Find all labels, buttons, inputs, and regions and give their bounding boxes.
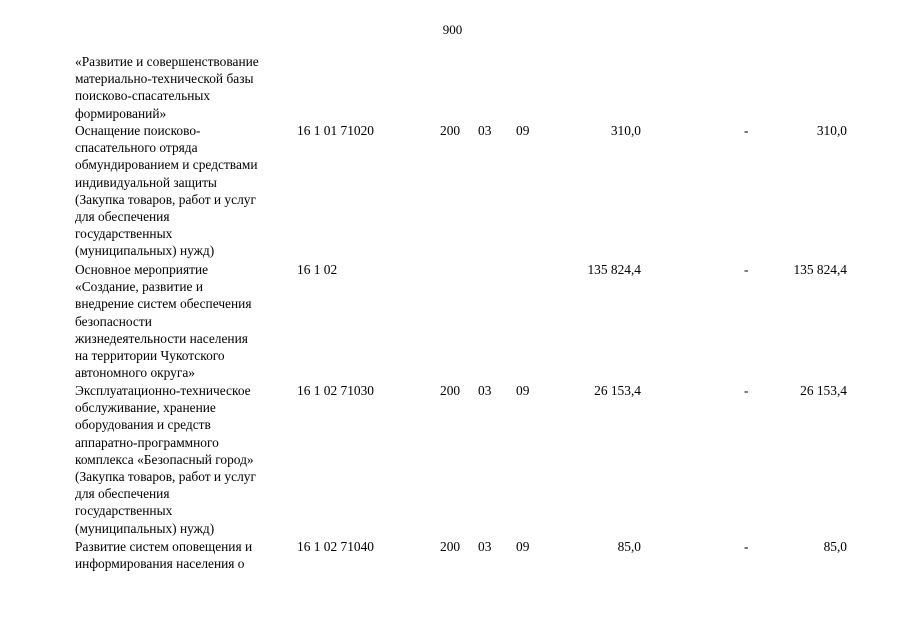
sum-change: - (744, 539, 749, 554)
page-number: 900 (442, 22, 463, 37)
pr-code: 09 (516, 123, 530, 138)
sum-total: 310,0 (816, 123, 847, 138)
row-name: Основное мероприятие «Создание, развитие и внедрение систем обеспечения безопасности жизнедеятельности населения на территории Чукотского автономного округа» (75, 262, 252, 381)
csr-code: 16 1 01 71020 (297, 123, 374, 138)
rz-code: 03 (478, 123, 492, 138)
row-name: «Развитие и совершенствование материально-технической базы поисково-спасательных формирований» (75, 54, 259, 121)
csr-code: 16 1 02 (297, 262, 338, 277)
sum-total: 26 153,4 (800, 383, 847, 398)
sum-approved: 135 824,4 (587, 262, 641, 277)
csr-code: 16 1 02 71030 (297, 383, 374, 398)
row-name: Оснащение поисково- спасательного отряда обмундированием и средствами индивидуальной защиты (Закупка товаров, работ и услуг для обеспечения государственных (муниципальных) нужд) (75, 123, 258, 259)
sum-total: 135 824,4 (793, 262, 847, 277)
sum-total: 85,0 (823, 539, 847, 554)
row-name: Эксплуатационно-техническое обслуживание, хранение оборудования и средств аппаратно-программного комплекса «Безопасный город» (Закупка товаров, работ и услуг для обеспечения государственных (муниципальных) нужд) (75, 383, 256, 536)
csr-code: 16 1 02 71040 (297, 539, 374, 554)
row-name: Развитие систем оповещения и информирования населения о (75, 539, 253, 572)
pr-code: 09 (516, 539, 530, 554)
sum-change: - (744, 123, 749, 138)
sum-change: - (744, 262, 749, 277)
rz-code: 03 (478, 539, 492, 554)
sum-approved: 85,0 (617, 539, 641, 554)
vr-code: 200 (440, 383, 461, 398)
sum-approved: 310,0 (610, 123, 641, 138)
vr-code: 200 (440, 539, 461, 554)
rz-code: 03 (478, 383, 492, 398)
sum-change: - (744, 383, 749, 398)
vr-code: 200 (440, 123, 461, 138)
pr-code: 09 (516, 383, 530, 398)
sum-approved: 26 153,4 (594, 383, 641, 398)
